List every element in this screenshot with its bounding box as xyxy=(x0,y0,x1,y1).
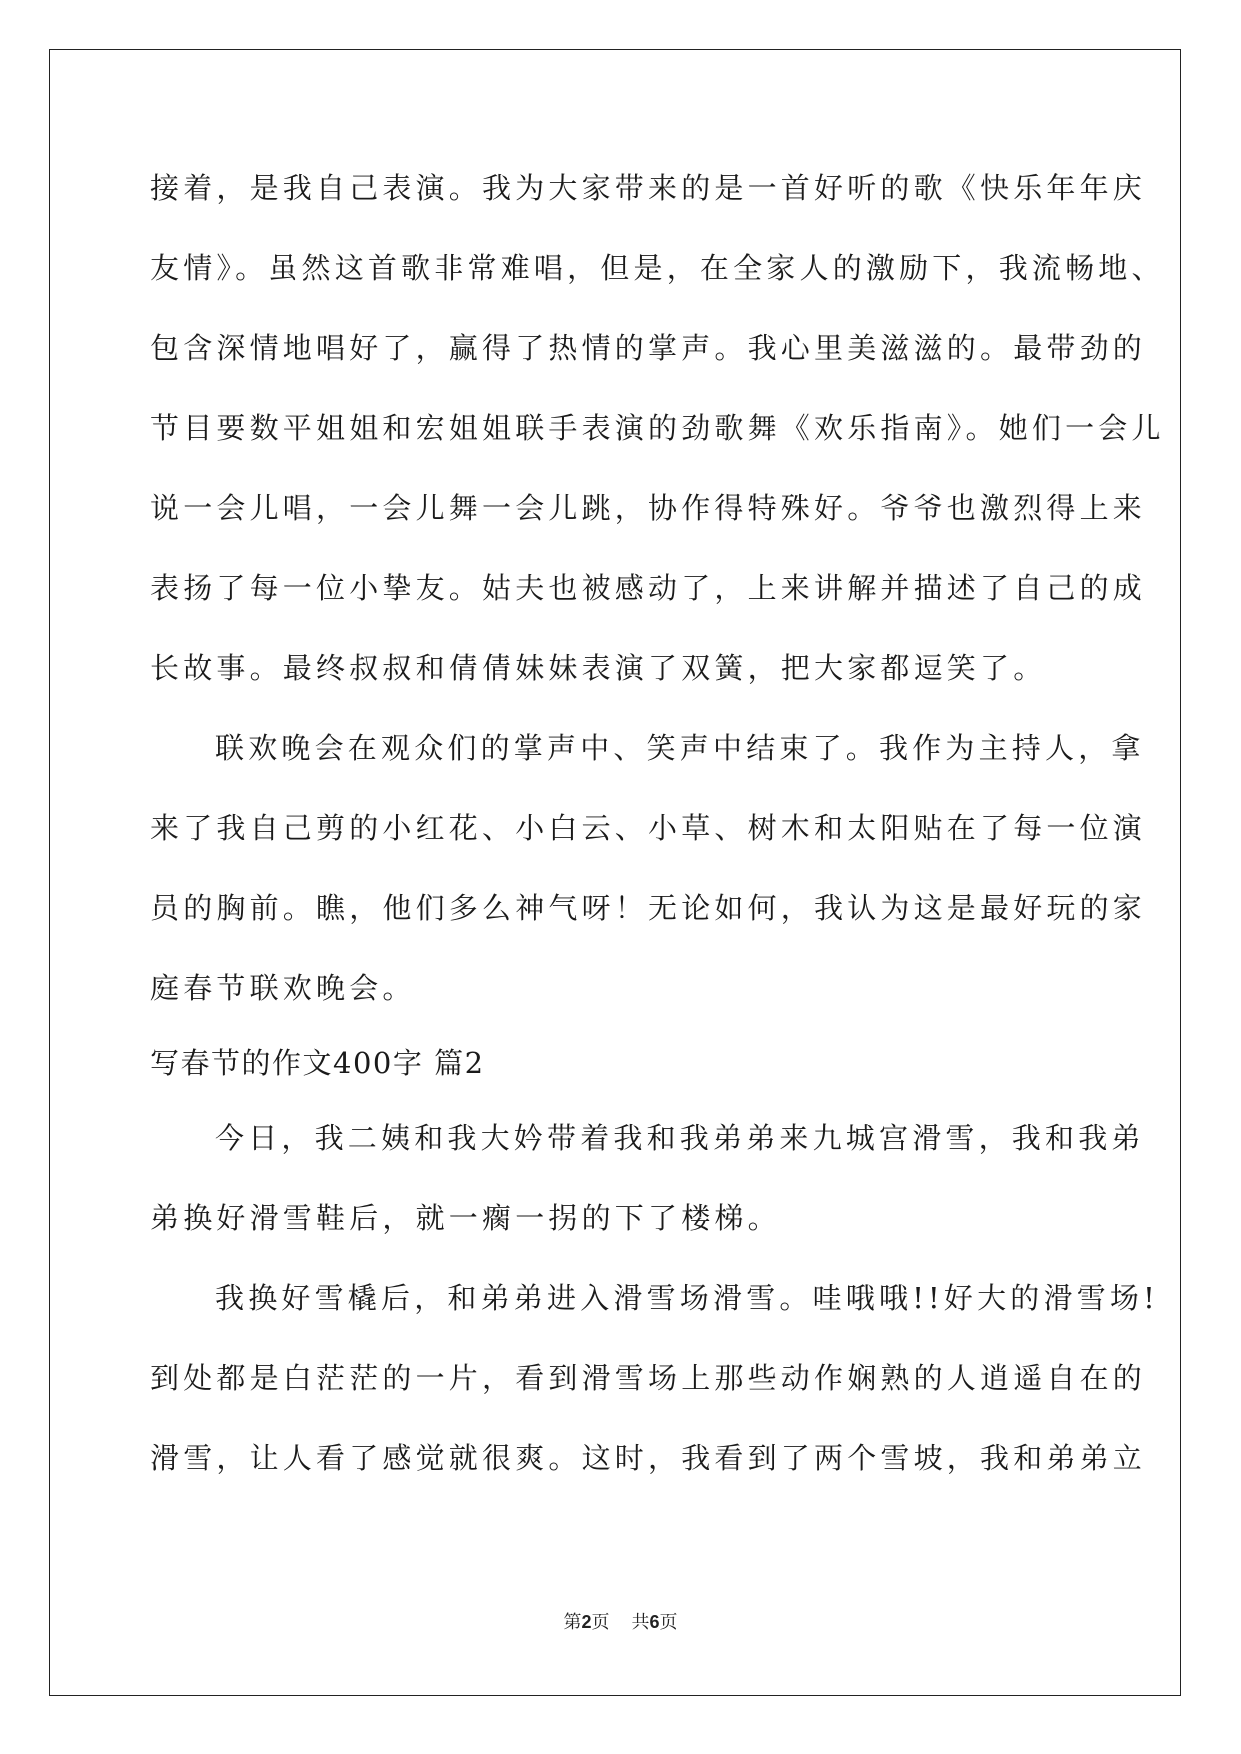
paragraph-line-indented: 联欢晚会在观众们的掌声中、笑声中结束了。我作为主持人，拿 xyxy=(215,731,1145,765)
paragraph-line: 表扬了每一位小挚友。姑夫也被感动了，上来讲解并描述了自己的成 xyxy=(150,571,1147,605)
paragraph-line: 到处都是白茫茫的一片，看到滑雪场上那些动作娴熟的人逍遥自在的 xyxy=(150,1361,1147,1395)
page-prefix: 第 xyxy=(563,1612,582,1633)
total-prefix: 共 xyxy=(631,1612,650,1633)
paragraph-line: 弟换好滑雪鞋后，就一瘸一拐的下了楼梯。 xyxy=(150,1201,781,1235)
paragraph-line: 员的胸前。瞧，他们多么神气呀！无论如何，我认为这是最好玩的家 xyxy=(150,891,1147,925)
paragraph-line: 包含深情地唱好了，赢得了热情的掌声。我心里美滋滋的。最带劲的 xyxy=(150,331,1147,365)
paragraph-line: 接着，是我自己表演。我为大家带来的是一首好听的歌《快乐年年庆 xyxy=(150,171,1147,205)
page-total: 6 xyxy=(649,1612,660,1632)
paragraph-line-indented: 今日，我二姨和我大妗带着我和我弟弟来九城宫滑雪，我和我弟 xyxy=(215,1121,1145,1155)
page-current: 2 xyxy=(581,1612,592,1632)
page-suffix: 页 xyxy=(591,1612,610,1633)
paragraph-line: 滑雪，让人看了感觉就很爽。这时，我看到了两个雪坡，我和弟弟立 xyxy=(150,1441,1147,1475)
paragraph-line: 来了我自己剪的小红花、小白云、小草、树木和太阳贴在了每一位演 xyxy=(150,811,1147,845)
section-heading: 写春节的作文400字 篇2 xyxy=(150,1046,485,1080)
paragraph-line-indented: 我换好雪橇后，和弟弟进入滑雪场滑雪。哇哦哦!!好大的滑雪场! xyxy=(215,1281,1159,1315)
paragraph-line: 长故事。最终叔叔和倩倩妹妹表演了双簧，把大家都逗笑了。 xyxy=(150,651,1047,685)
paragraph-line: 节目要数平姐姐和宏姐姐联手表演的劲歌舞《欢乐指南》。她们一会儿 xyxy=(150,411,1165,445)
total-suffix: 页 xyxy=(659,1612,678,1633)
paragraph-line: 说一会儿唱，一会儿舞一会儿跳，协作得特殊好。爷爷也激烈得上来 xyxy=(150,491,1147,525)
page-footer xyxy=(0,1608,1241,1634)
paragraph-line: 庭春节联欢晚会。 xyxy=(150,971,416,1005)
paragraph-line: 友情》。虽然这首歌非常难唱，但是，在全家人的激励下，我流畅地、 xyxy=(150,251,1165,285)
